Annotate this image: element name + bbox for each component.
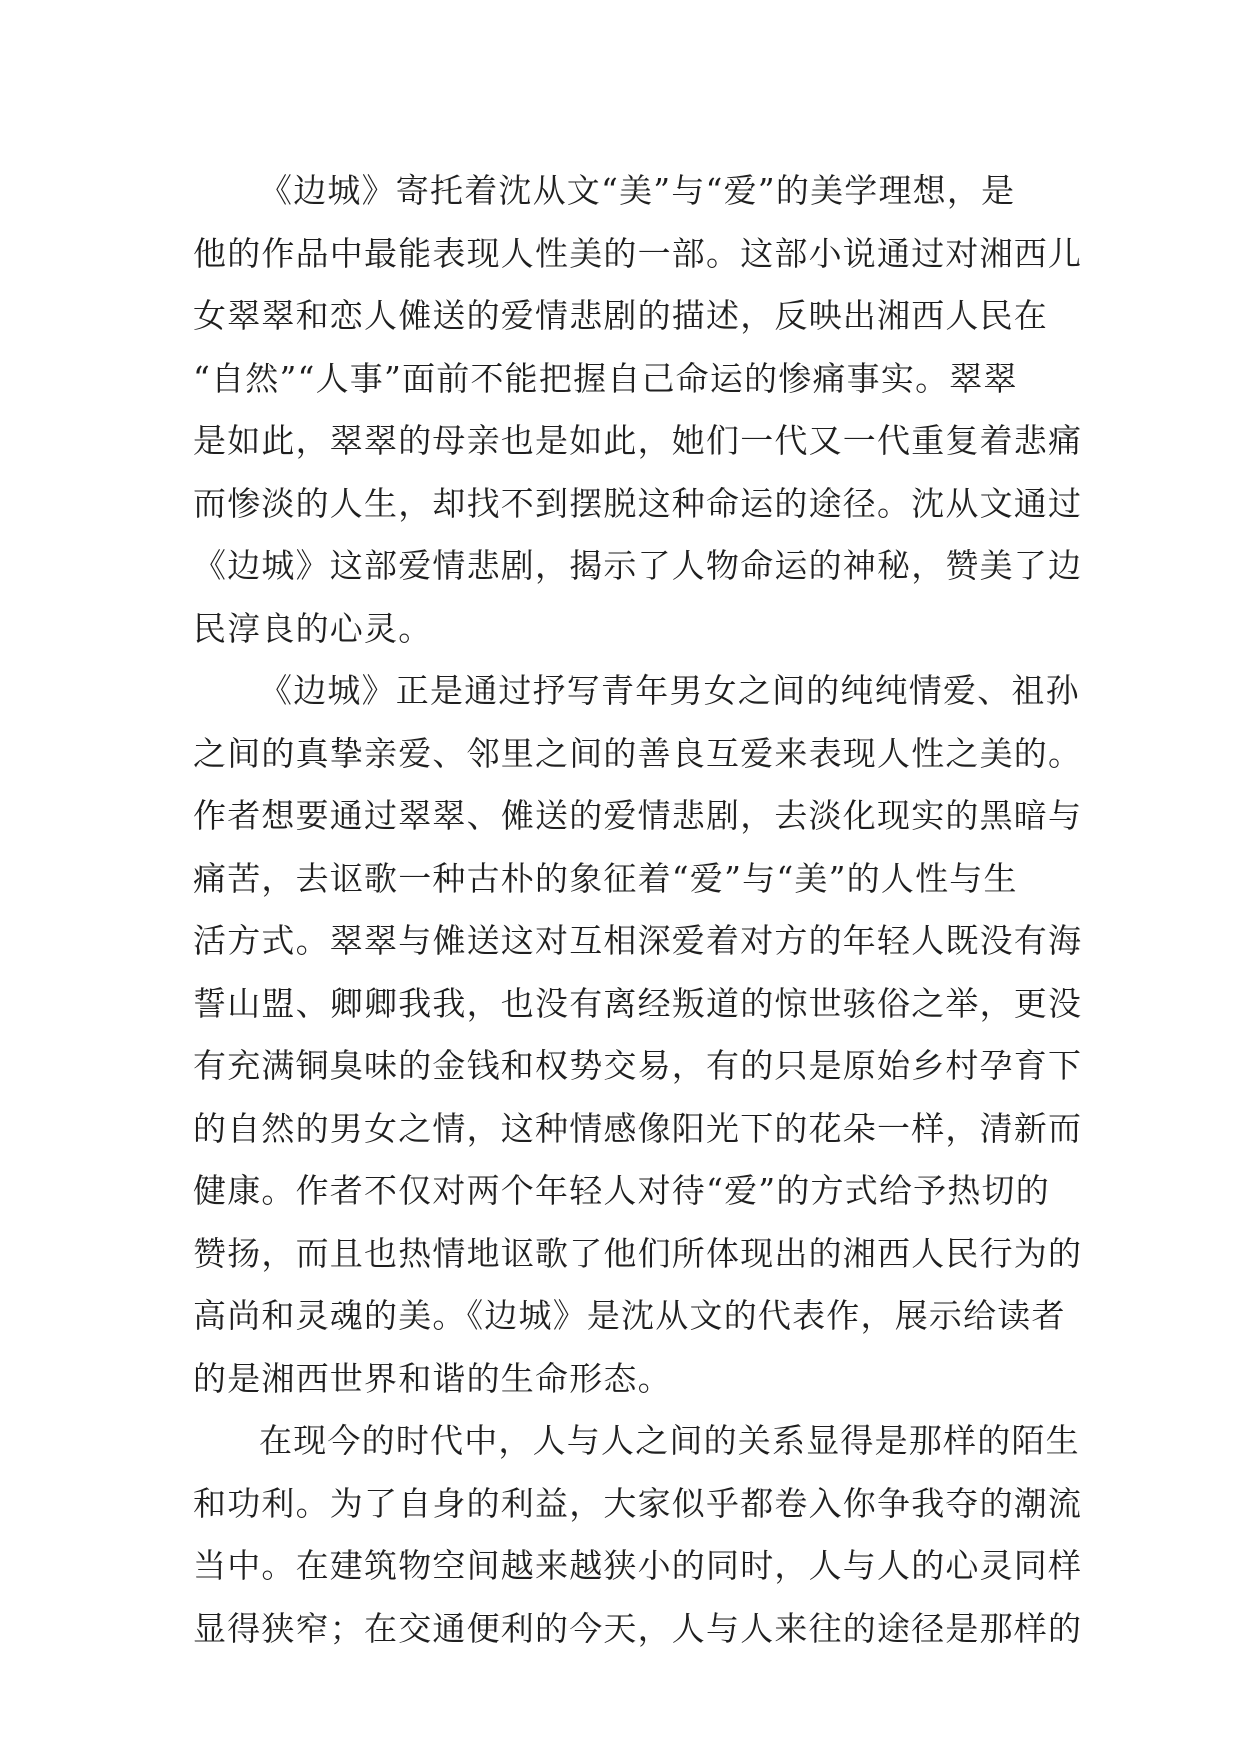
text-line: 的是湘西世界和谐的生命形态。 xyxy=(193,1358,672,1398)
text-line: 而惨淡的人生，却找不到摆脱这种命运的途径。沈从文通过 xyxy=(193,483,1083,523)
text-line: 女翠翠和恋人傩送的爱情悲剧的描述，反映出湘西人民在 xyxy=(193,296,1048,335)
text-line: 作者想要通过翠翠、傩送的爱情悲剧，去淡化现实的黑暗与 xyxy=(193,796,1083,835)
text-line: 有充满铜臭味的金钱和权势交易，有的只是原始乡村孕育下 xyxy=(193,1046,1083,1085)
text-line: 《边城》寄托着沈从文“美”与“爱”的美学理想，是 xyxy=(259,171,1016,210)
text-line: 在现今的时代中，人与人之间的关系显得是那样的陌生 xyxy=(259,1421,1080,1460)
paragraph-1 xyxy=(193,160,1083,660)
text-line: 誓山盟、卿卿我我，也没有离经叛道的惊世骇俗之举，更没 xyxy=(193,983,1083,1023)
text-line: “自然”“人事”面前不能把握自己命运的惨痛事实。翠翠 xyxy=(193,358,1018,398)
text-line: 高尚和灵魂的美。《边城》是沈从文的代表作，展示给读者 xyxy=(193,1296,1066,1335)
text-line: 之间的真挚亲爱、邻里之间的善良互爱来表现人性之美的。 xyxy=(193,733,1083,773)
text-line: 他的作品中最能表现人性美的一部。这部小说通过对湘西儿 xyxy=(193,233,1083,273)
text-line: 健康。作者不仅对两个年轻人对待“爱”的方式给予热切的 xyxy=(193,1171,1050,1210)
text-line: 《边城》这部爱情悲剧，揭示了人物命运的神秘，赞美了边 xyxy=(193,546,1083,585)
text-line: 活方式。翠翠与傩送这对互相深爱着对方的年轻人既没有海 xyxy=(193,921,1083,960)
text-line: 赞扬，而且也热情地讴歌了他们所体现出的湘西人民行为的 xyxy=(193,1233,1083,1273)
text-line: 民淳良的心灵。 xyxy=(193,608,433,648)
paragraph-2 xyxy=(193,660,1083,1410)
text-line: 当中。在建筑物空间越来越狭小的同时，人与人的心灵同样 xyxy=(193,1546,1083,1585)
document-body xyxy=(193,160,1083,1660)
text-line: 和功利。为了自身的利益，大家似乎都卷入你争我夺的潮流 xyxy=(193,1483,1083,1523)
text-line: 是如此，翠翠的母亲也是如此，她们一代又一代重复着悲痛 xyxy=(193,421,1083,460)
text-line: 的自然的男女之情，这种情感像阳光下的花朵一样，清新而 xyxy=(193,1108,1083,1148)
paragraph-3 xyxy=(193,1410,1083,1660)
text-line: 显得狭窄；在交通便利的今天，人与人来往的途径是那样的 xyxy=(193,1608,1083,1648)
text-line: 痛苦，去讴歌一种古朴的象征着“爱”与“美”的人性与生 xyxy=(193,858,1018,898)
text-line: 《边城》正是通过抒写青年男女之间的纯纯情爱、祖孙 xyxy=(259,671,1080,710)
